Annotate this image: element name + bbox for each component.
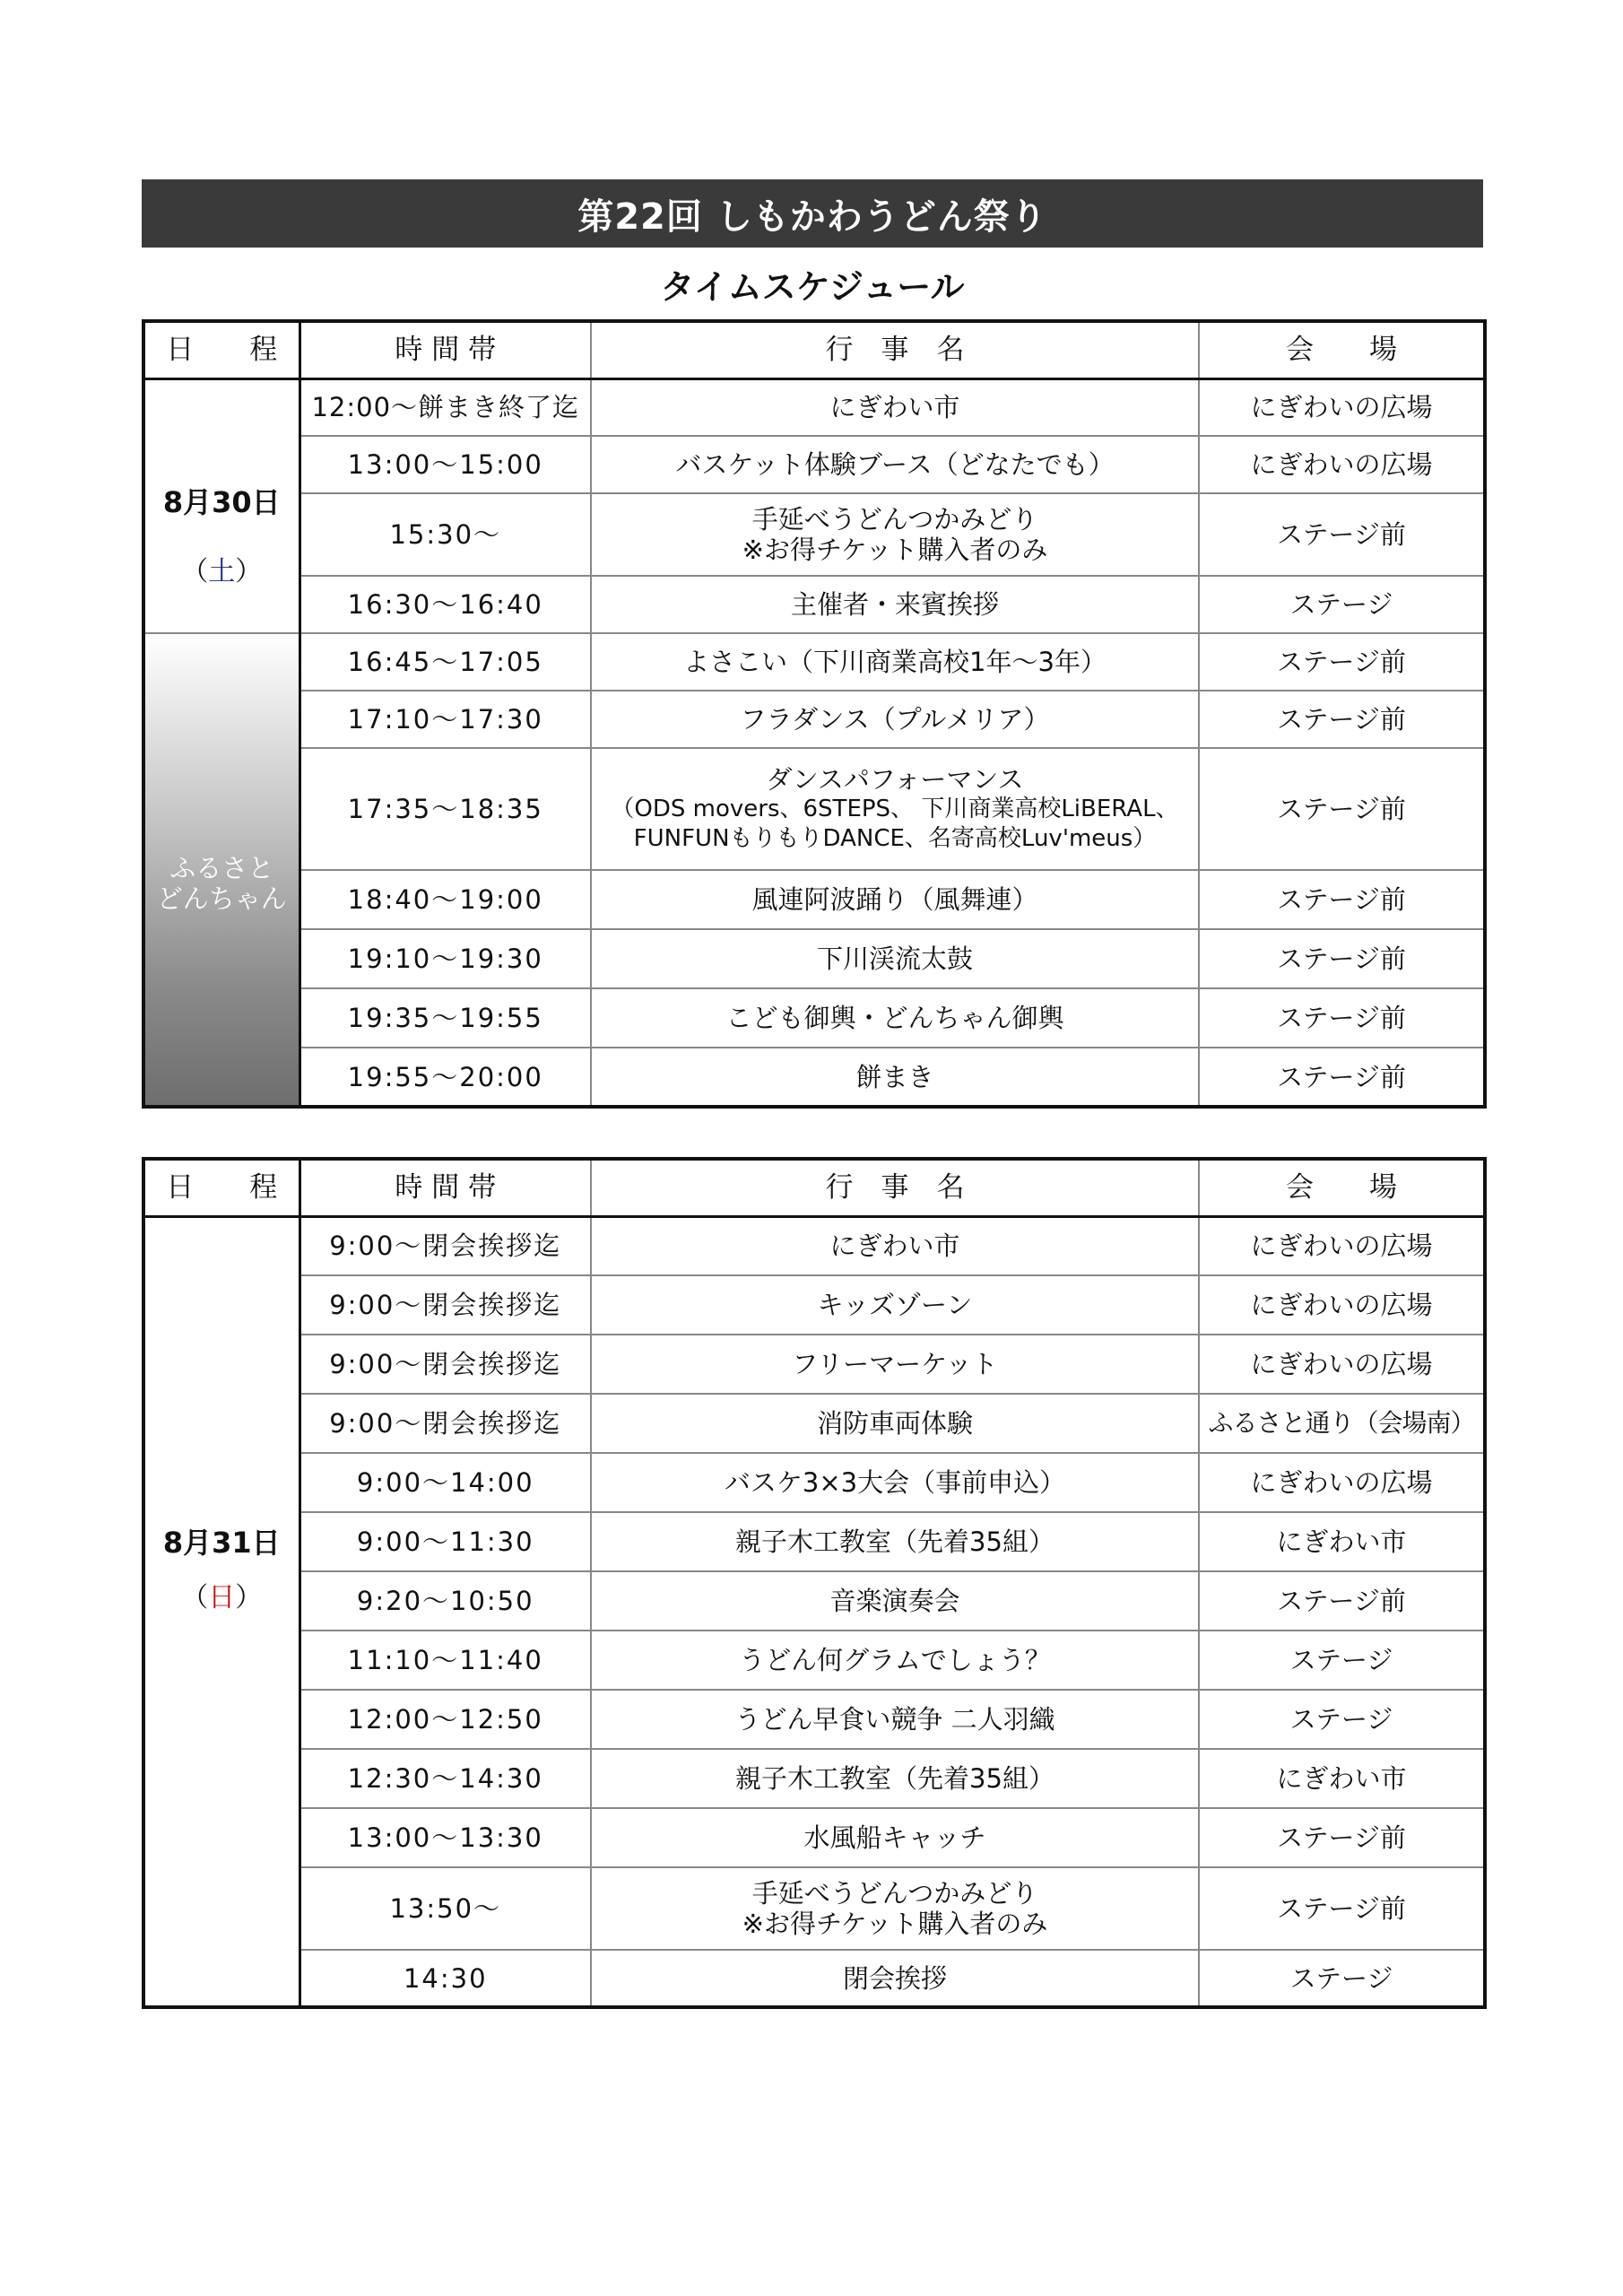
table-row [143,1512,1485,1571]
table-row [143,633,1485,691]
date-cell [143,378,299,633]
venue-cell: にぎわい市 [1199,1512,1485,1571]
table-row [143,493,1485,576]
event-cell: フラダンス（プルメリア） [591,691,1199,748]
event-cell: フリーマーケット [591,1335,1199,1394]
venue-cell: ステージ前 [1199,988,1485,1048]
venue-cell: にぎわいの広場 [1199,1335,1485,1394]
venue-cell: ステージ前 [1199,1808,1485,1867]
event-cell: にぎわい市 [591,378,1199,436]
venue-cell: ステージ前 [1199,748,1485,870]
header-time: 時 間 帯 [299,321,591,378]
date-cell [143,1216,299,2007]
venue-cell: にぎわいの広場 [1199,1453,1485,1512]
time-cell: 12:30～14:30 [299,1749,591,1808]
venue-cell: ステージ前 [1199,1867,1485,1950]
time-cell: 14:30 [299,1950,591,2007]
venue-cell: ステージ前 [1199,691,1485,748]
header-row [143,321,1485,378]
event-cell: 下川渓流太鼓 [591,929,1199,988]
table-row [143,748,1485,870]
table-row [143,1690,1485,1749]
table-row [143,988,1485,1048]
venue-cell: ステージ前 [1199,633,1485,691]
time-cell: 19:35～19:55 [299,988,591,1048]
page-subtitle: タイムスケジュール [660,267,965,307]
event-cell: バスケット体験ブース（どなたでも） [591,436,1199,493]
time-cell: 12:00～12:50 [299,1690,591,1749]
time-cell: 12:00～餅まき終了迄 [299,378,591,436]
time-cell: 15:30～ [299,493,591,576]
table-row [143,1571,1485,1631]
venue-cell: にぎわいの広場 [1199,1275,1485,1335]
table-row [143,378,1485,436]
header-row [143,1159,1485,1216]
date-label: 8月31日 [162,1525,281,1560]
time-cell: 9:00～閉会挨拶迄 [299,1216,591,1275]
venue-cell: ステージ前 [1199,1048,1485,1107]
event-cell: 音楽演奏会 [591,1571,1199,1631]
table-row [143,1216,1485,1275]
table-row [143,436,1485,493]
event-cell: キッズゾーン [591,1275,1199,1335]
event-cell: 閉会挨拶 [591,1950,1199,2007]
table-row [143,1335,1485,1394]
time-cell: 9:00～閉会挨拶迄 [299,1394,591,1453]
event-cell: バスケ3×3大会（事前申込） [591,1453,1199,1512]
time-cell: 18:40～19:00 [299,870,591,929]
event-cell: にぎわい市 [591,1216,1199,1275]
event-cell: 消防車両体験 [591,1394,1199,1453]
venue-cell: ステージ前 [1199,493,1485,576]
event-cell: 親子木工教室（先着35組） [591,1749,1199,1808]
table-row [143,1867,1485,1950]
venue-cell: にぎわいの広場 [1199,436,1485,493]
event-cell: 水風船キャッチ [591,1808,1199,1867]
venue-cell: ステージ [1199,1950,1485,2007]
table-row [143,870,1485,929]
table-row [143,1749,1485,1808]
table-row [143,1275,1485,1335]
venue-cell: ステージ [1199,576,1485,633]
table-row [143,1631,1485,1690]
header-venue: 会 場 [1199,321,1485,378]
schedule-table-day2 [142,1157,1487,2009]
weekday-label: （土） [181,556,263,588]
time-cell: 9:00～14:00 [299,1453,591,1512]
time-cell: 19:10～19:30 [299,929,591,988]
time-cell: 13:00～13:30 [299,1808,591,1867]
page-title: 第22回 しもかわうどん祭り [142,179,1483,248]
event-cell: ダンスパフォーマンス （ODS movers、6STEPS、 下川商業高校LiBERAL、 FUNFUNもりもりDANCE、名寄高校Luv'meus） [591,748,1199,870]
venue-cell: ステージ前 [1199,1571,1485,1631]
table-row [143,1950,1485,2007]
time-cell: 16:45～17:05 [299,633,591,691]
event-cell: 餅まき [591,1048,1199,1107]
furusato-label-line1: ふるさと [169,852,274,883]
time-cell: 9:00～閉会挨拶迄 [299,1275,591,1335]
table-row [143,1453,1485,1512]
header-event: 行 事 名 [591,1159,1199,1216]
event-cell: よさこい（下川商業高校1年～3年） [591,633,1199,691]
header-date: 日 程 [143,321,299,378]
event-cell: うどん早食い競争 二人羽織 [591,1690,1199,1749]
venue-cell: にぎわい市 [1199,1749,1485,1808]
venue-cell: ステージ [1199,1631,1485,1690]
time-cell: 9:20～10:50 [299,1571,591,1631]
table-row [143,1048,1485,1107]
time-cell: 9:00～11:30 [299,1512,591,1571]
venue-cell: にぎわいの広場 [1199,1216,1485,1275]
time-cell: 17:10～17:30 [299,691,591,748]
venue-cell: ステージ [1199,1690,1485,1749]
venue-cell: にぎわいの広場 [1199,378,1485,436]
table-row [143,929,1485,988]
furusato-label-line2: どんちゃん [156,883,287,914]
time-cell: 13:00～15:00 [299,436,591,493]
header-time: 時 間 帯 [299,1159,591,1216]
time-cell: 13:50～ [299,1867,591,1950]
date-label: 8月30日 [162,485,281,520]
event-cell: こども御輿・どんちゃん御輿 [591,988,1199,1048]
time-cell: 17:35～18:35 [299,748,591,870]
venue-cell: ステージ前 [1199,870,1485,929]
event-cell: 手延べうどんつかみどり ※お得チケット購入者のみ [591,493,1199,576]
event-cell: うどん何グラムでしょう？ [591,1631,1199,1690]
furusato-donchan-cell [143,633,299,1107]
event-cell: 風連阿波踊り（風舞連） [591,870,1199,929]
time-cell: 9:00～閉会挨拶迄 [299,1335,591,1394]
event-cell: 手延べうどんつかみどり ※お得チケット購入者のみ [591,1867,1199,1950]
time-cell: 16:30～16:40 [299,576,591,633]
time-cell: 19:55～20:00 [299,1048,591,1107]
event-cell: 親子木工教室（先着35組） [591,1512,1199,1571]
schedule-table-day1 [142,319,1487,1109]
table-row [143,1808,1485,1867]
header-venue: 会 場 [1199,1159,1485,1216]
event-cell: 主催者・来賓挨拶 [591,576,1199,633]
table-row [143,691,1485,748]
weekday-label: （日） [181,1581,263,1613]
table-row [143,1394,1485,1453]
header-date: 日 程 [143,1159,299,1216]
venue-cell: ふるさと通り（会場南） [1199,1394,1485,1453]
header-event: 行 事 名 [591,321,1199,378]
venue-cell: ステージ前 [1199,929,1485,988]
table-row [143,576,1485,633]
time-cell: 11:10～11:40 [299,1631,591,1690]
